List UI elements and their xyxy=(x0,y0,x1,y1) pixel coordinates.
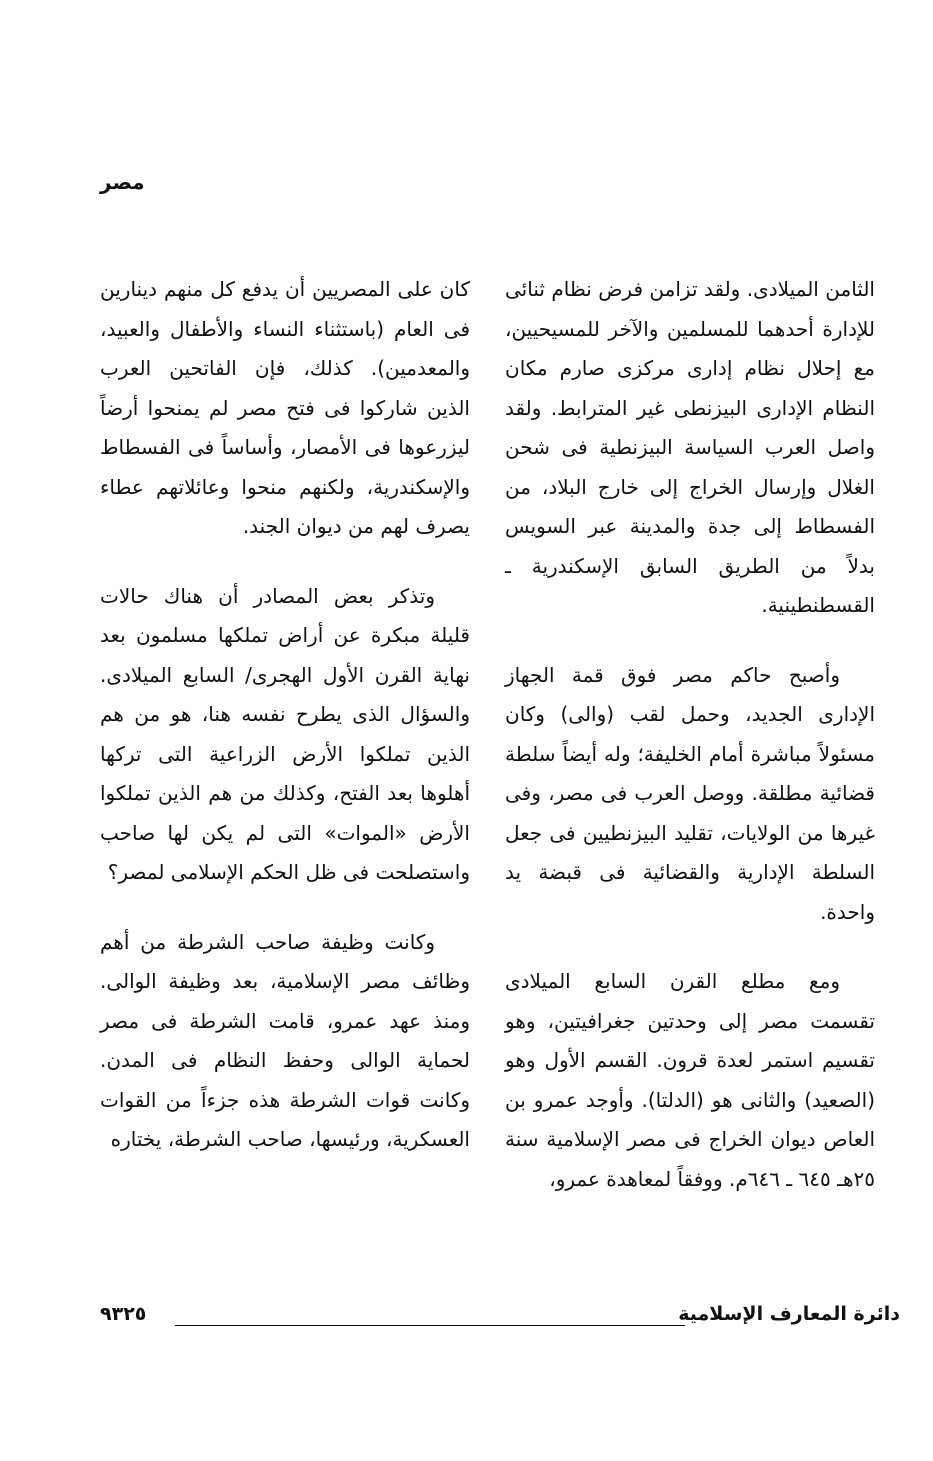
paragraph: وكانت وظيفة صاحب الشرطة من أهم وظائف مصر الإسلامية، بعد وظيفة الوالى. ومنذ عهد عمرو، قامت الشرطة فى مصر لحماية الوالى وحفظ النظام فى المدن. وكانت قوات الشرطة هذه جزءاً من القوات العسكرية، ورئيسها، صاحب الشرطة، يختاره xyxy=(100,929,470,1151)
paragraph: وأصبح حاكم مصر فوق قمة الجهاز الإدارى الجديد، وحمل لقب (والى) وكان مسئولاً مباشرة أمام الخليفة؛ وله أيضاً سلطة قضائية مطلقة. ووصل العرب فى مصر، وفى غيرها من الولايات، تقليد البيزنطيين فى جعل السلطة الإدارية والقضائية فى قبضة يد واحدة. xyxy=(505,662,875,924)
footer-title: دائرة المعارف الإسلامية xyxy=(678,1303,900,1325)
paragraph: ومع مطلع القرن السابع الميلادى تقسمت مصر إلى وحدتين جغرافيتين، وهو تقسيم استمر لعدة قرون. القسم الأول وهو (الصعيد) والثانى هو (الدلتا). وأوجد عمرو بن العاص ديوان الخراج فى مصر الإسلامية سنة ٢٥هـ ٦٤٥ ـ ٦٤٦م. ووفقاً لمعاهدة عمرو، xyxy=(505,969,875,1191)
paragraph: كان على المصريين أن يدفع كل منهم دينارين فى العام (باستثناء النساء والأطفال والعبيد، والمعدمين). كذلك، فإن الفاتحين العرب الذين شاركوا فى فتح مصر لم يمنحوا أرضاً ليزرعوها فى الأمصار، وأساساً فى الفسطاط والإسكندرية، ولكنهم منحوا وعائلاتهم عطاء يصرف لهم من ديوان الجند. xyxy=(100,277,470,538)
left-column xyxy=(100,270,470,1190)
right-column xyxy=(505,270,875,1229)
footer-rule xyxy=(175,1325,685,1326)
page-footer xyxy=(100,1303,900,1333)
paragraph: الثامن الميلادى. ولقد تزامن فرض نظام ثنائى للإدارة أحدهما للمسلمين والآخر للمسيحيين، مع إحلال نظام إدارى مركزى صارم مكان النظام الإدارى البيزنطى غير المترابط. ولقد واصل العرب السياسة البيزنطية فى شحن الغلال وإرسال الخراج إلى خارج البلاد، من الفسطاط إلى جدة والمدينة عبر السويس بدلاً من الطريق السابق الإسكندرية ـ القسطنطينية. xyxy=(505,277,875,617)
page-number: ٩٣٢٥ xyxy=(100,1303,147,1325)
running-header: مصر xyxy=(100,170,145,194)
paragraph: وتذكر بعض المصادر أن هناك حالات قليلة مبكرة عن أراض تملكها مسلمون بعد نهاية القرن الأول الهجرى/ السابع الميلادى. والسؤال الذى يطرح نفسه هنا، هو من هم الذين تملكوا الأرض الزراعية التى تركها أهلوها بعد الفتح، وكذلك من هم الذين تملكوا الأرض «الموات» التى لم يكن لها صاحب واستصلحت فى ظل الحكم الإسلامى لمصر؟ xyxy=(100,583,470,884)
